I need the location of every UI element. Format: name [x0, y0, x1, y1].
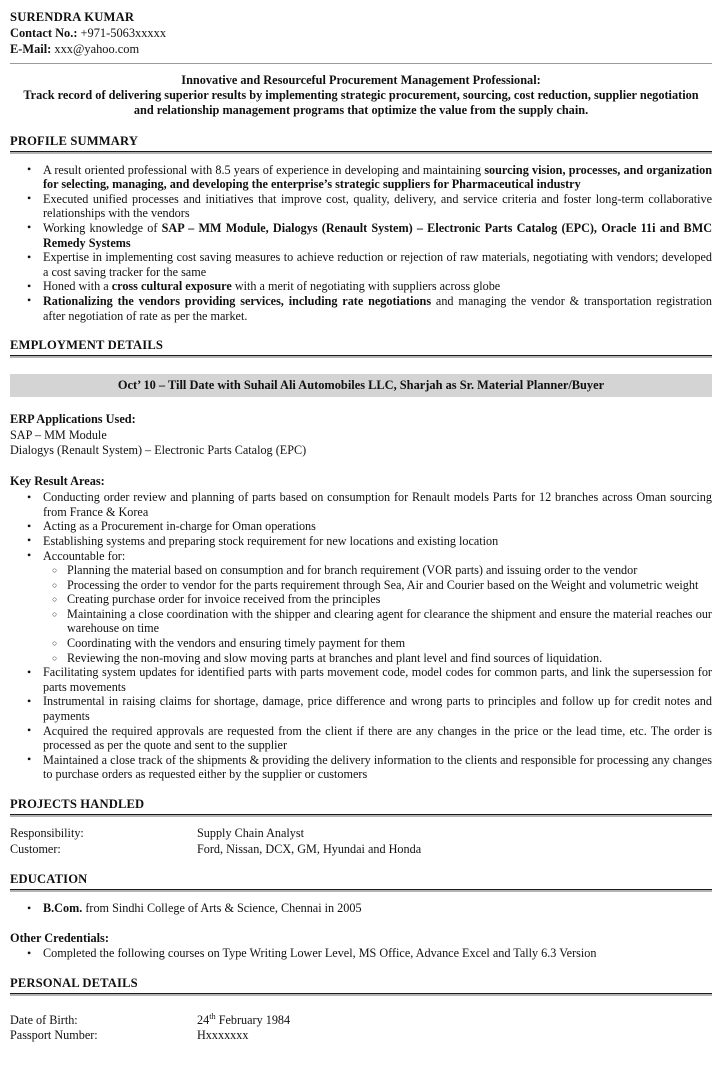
sub-list-item: ○ Planning the material based on consumption and for branch requirement (VOR parts) and issuing order to the vendor: [43, 563, 712, 578]
education-list: [10, 901, 712, 916]
accountable-label: • Accountable for:: [43, 548, 126, 563]
sub-list-item: ○ Creating purchase order for invoice received from the principles: [43, 592, 712, 607]
erp-line: Dialogys (Renault System) – Electronic Parts Catalog (EPC): [10, 443, 307, 458]
section-title-projects-handled: PROJECTS HANDLED: [10, 797, 145, 812]
list-item: • Acquired the required approvals are requested from the client if there are any changes in the price or the lead time, etc. The order is processed as per the quote and sent to the supplier: [10, 724, 712, 753]
list-item: • Conducting order review and planning of parts based on consumption for Renault models Parts for 12 branches across Oman sourcing from France & Korea: [10, 490, 712, 519]
section-rule: [10, 355, 712, 358]
row-label: Date of Birth:: [10, 1012, 78, 1027]
list-item: • Acting as a Procurement in-charge for Oman operations: [10, 519, 712, 534]
kra-list: [10, 490, 712, 782]
accountable-sublist: [43, 563, 712, 665]
section-rule: [10, 889, 712, 892]
row-value: Hxxxxxxx: [197, 1028, 249, 1043]
tagline-line-2: Track record of delivering superior results by implementing strategic procurement, sourcing, cost reduction, supplier negotiation and relationship management programs that optimize the value from the supply chain.: [23, 88, 699, 118]
list-item: • Completed the following courses on Type Writing Lower Level, MS Office, Advance Excel and Tally 6.3 Version: [10, 946, 712, 961]
ordinal-suffix: th: [209, 1011, 216, 1021]
erp-lines: [10, 428, 712, 459]
list-item: [10, 192, 712, 221]
email-line: [10, 41, 712, 57]
list-item: [10, 901, 712, 916]
sub-list-item: ○ Processing the order to vendor for the parts requirement through Sea, Air and Courier based on the Weight and volumetric weight: [43, 578, 712, 593]
section-rule: [10, 151, 712, 154]
personal-details-table: [10, 1013, 712, 1044]
body-text: Expertise in implementing cost saving measures to achieve reduction or rejection of raw materials, negotiating with vendors; developed a cost saving tracker for the same: [43, 250, 712, 279]
section-rule: [10, 993, 712, 996]
list-item: [10, 163, 712, 192]
profile-summary-list: [10, 163, 712, 324]
section-title-profile-summary: PROFILE SUMMARY: [10, 133, 139, 148]
tagline-line-1: Innovative and Resourceful Procurement Management Professional:: [181, 73, 541, 87]
body-text: A result oriented professional with 8.5 years of experience in developing and maintaining: [43, 162, 485, 177]
email-label: E-Mail:: [10, 42, 52, 56]
section-rule: [10, 814, 712, 817]
list-item: • Maintained a close track of the shipments & providing the delivery information to the clients and responsible for processing any changes to purchase orders as requested either by the supplier or customers: [10, 753, 712, 782]
profile-tagline: [10, 73, 712, 119]
body-text: Executed unified processes and initiatives that improve cost, quality, delivery, and service criteria and foster long-term collaborative relationships with the vendors: [43, 191, 712, 221]
section-title-education: EDUCATION: [10, 872, 88, 887]
other-credentials-heading: Other Credentials:: [10, 930, 109, 945]
list-item-accountable: [10, 549, 712, 666]
list-item: • Establishing systems and preparing stock requirement for new locations and existing location: [10, 534, 712, 549]
erp-line: SAP – MM Module: [10, 427, 107, 442]
erp-heading: ERP Applications Used:: [10, 412, 136, 427]
other-credentials-list: [10, 946, 712, 961]
row-label: Passport Number:: [10, 1028, 98, 1043]
candidate-name: SURENDRA KUMAR: [10, 10, 135, 24]
header-block: [10, 9, 712, 57]
header-divider: [10, 63, 712, 64]
degree-name: B.Com.: [43, 901, 83, 916]
body-text: with a merit of negotiating with suppliers across globe: [231, 279, 501, 294]
degree-detail: from Sindhi College of Arts & Science, Chennai in 2005: [82, 901, 362, 916]
table-row: [10, 842, 712, 858]
row-value: Supply Chain Analyst: [197, 826, 304, 841]
list-item: • Instrumental in raising claims for shortage, damage, price difference and wrong parts to principles and follow up for credit notes and payments: [10, 694, 712, 723]
list-item: [10, 221, 712, 250]
sub-list-item: ○ Coordinating with the vendors and ensuring timely payment for them: [43, 636, 712, 651]
contact-line: [10, 25, 712, 41]
table-row: [10, 1013, 712, 1029]
projects-table: [10, 826, 712, 857]
row-value: Ford, Nissan, DCX, GM, Hyundai and Honda: [197, 841, 422, 856]
section-title-employment-details: EMPLOYMENT DETAILS: [10, 338, 164, 353]
table-row: [10, 826, 712, 842]
list-item: • Facilitating system updates for identified parts with parts movement code, model codes for common parts, and link the supersession for parts movements: [10, 665, 712, 694]
emphasis-text: sourcing vision, processes, and organization for selecting, managing, and developing the enterprise’s strategic suppliers for Pharmaceutical industry: [43, 162, 713, 192]
body-text: and managing the vendor & transportation registration after negotiation of rate as per the market.: [43, 293, 712, 323]
section-title-personal-details: PERSONAL DETAILS: [10, 975, 138, 990]
body-text: Working knowledge of: [43, 220, 162, 235]
list-item: [10, 250, 712, 279]
contact-label: Contact No.:: [10, 26, 78, 40]
row-label: Responsibility:: [10, 826, 84, 841]
spacer: [10, 1005, 712, 1013]
sub-list-item: ○ Reviewing the non-moving and slow moving parts at branches and plant level and find sources of liquidation.: [43, 651, 712, 666]
emphasis-text: SAP – MM Module, Dialogys (Renault System) – Electronic Parts Catalog (EPC), Oracle 11i and BMC Remedy Systems: [43, 220, 712, 250]
contact-value: +971-5063xxxxx: [77, 26, 167, 40]
table-row: [10, 1028, 712, 1044]
emphasis-text: Rationalizing the vendors providing services, including rate negotiations: [43, 293, 432, 308]
list-item: [10, 294, 712, 323]
key-result-areas-heading: Key Result Areas:: [10, 473, 105, 488]
row-value: 24th February 1984: [197, 1011, 291, 1027]
email-value: xxx@yahoo.com: [51, 42, 140, 56]
list-item: [10, 279, 712, 294]
employment-band: Oct’ 10 – Till Date with Suhail Ali Automobiles LLC, Sharjah as Sr. Material Planner/Buyer: [10, 374, 712, 397]
row-label: Customer:: [10, 841, 61, 856]
emphasis-text: cross cultural exposure: [111, 279, 232, 294]
body-text: Honed with a: [43, 279, 112, 294]
sub-list-item: ○ Maintaining a close coordination with the shipper and clearing agent for clearance the shipment and ensure the material reaches our warehouse on time: [43, 607, 712, 636]
